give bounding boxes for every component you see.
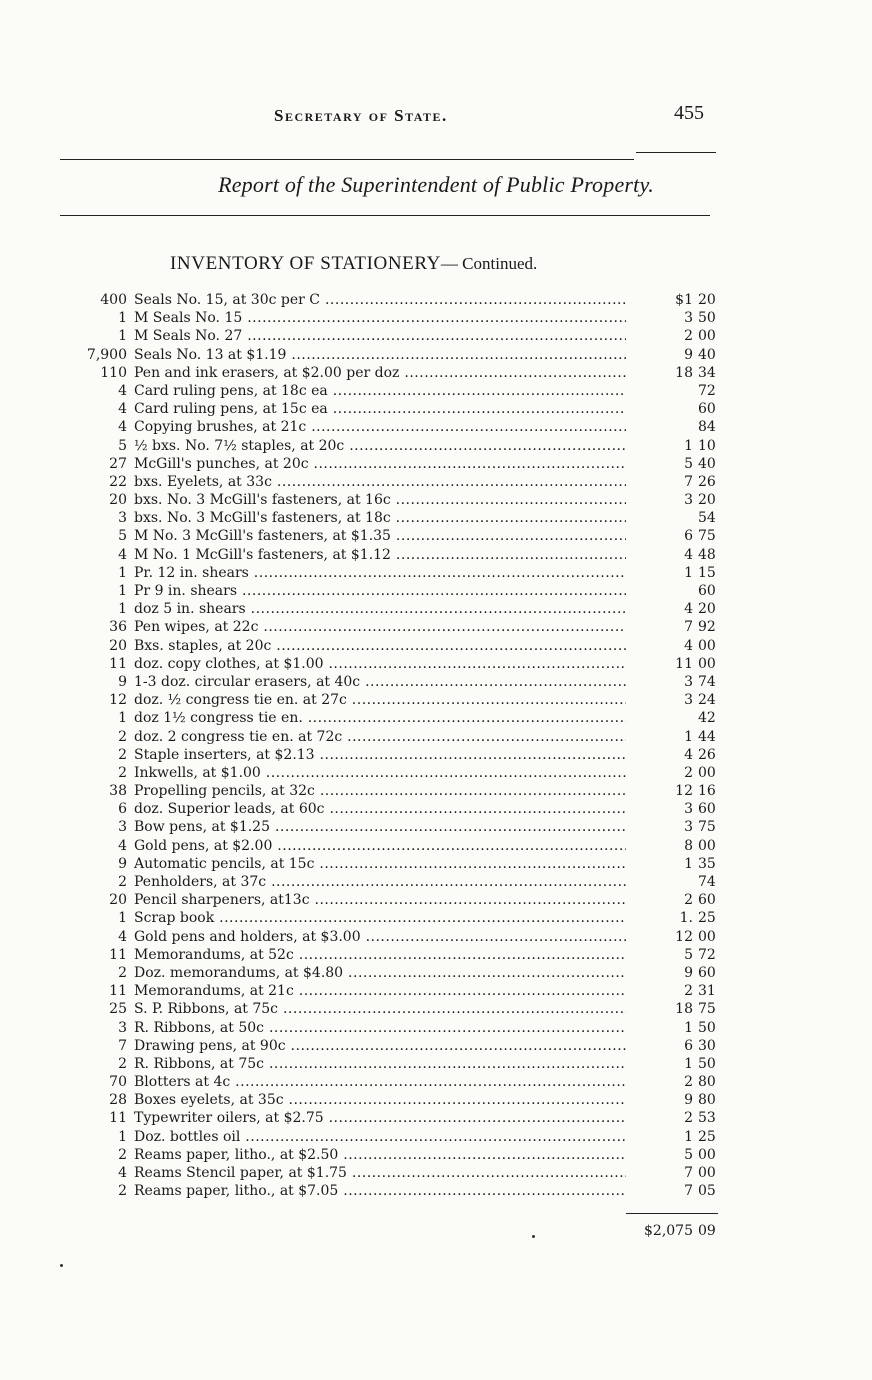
item-description: Blotters at 4c ..... [134, 1073, 626, 1091]
item-quantity: 110 [100, 364, 127, 381]
item-cents: 53 [698, 1110, 716, 1127]
item-quantity: 1 [118, 310, 127, 327]
item-quantity: 7,900 [86, 346, 127, 363]
item-cents: 60 [698, 401, 716, 418]
item-description: doz 1½ congress tie en. ..... [134, 709, 626, 727]
list-item [0, 946, 872, 964]
list-item [0, 1000, 872, 1018]
running-title: Secretary of State. [274, 106, 448, 125]
list-item [0, 1037, 872, 1055]
item-quantity: 4 [118, 928, 127, 945]
item-description: Pencil sharpeners, at13c ..... [134, 891, 626, 909]
list-item [0, 382, 872, 400]
item-dollars: 9 [684, 346, 693, 363]
item-dollars: 7 [684, 1183, 693, 1200]
item-cents: 26 [698, 473, 716, 490]
item-quantity: 5 [118, 528, 127, 545]
item-quantity: 1 [118, 1128, 127, 1145]
item-cents: 44 [698, 728, 716, 745]
list-item [0, 673, 872, 691]
list-item [0, 1128, 872, 1146]
item-cents: 40 [698, 346, 716, 363]
item-cents: 84 [698, 419, 716, 436]
item-cents: 10 [698, 437, 716, 454]
print-speck [532, 1235, 535, 1238]
list-item [0, 909, 872, 927]
item-dollars: 1. [679, 910, 693, 927]
item-dollars: 5 [684, 946, 693, 963]
item-dollars: 3 [684, 692, 693, 709]
item-dollars: 1 [684, 728, 693, 745]
item-quantity: 36 [109, 619, 127, 636]
list-item [0, 546, 872, 564]
item-description: Bow pens, at $1.25 ..... [134, 818, 626, 836]
item-cents: 00 [698, 837, 716, 854]
list-item [0, 455, 872, 473]
item-description: ½ bxs. No. 7½ staples, at 20c ..... [134, 437, 626, 455]
item-cents: 20 [698, 601, 716, 618]
list-item [0, 691, 872, 709]
item-quantity: 2 [118, 874, 127, 890]
list-item [0, 1019, 872, 1037]
total-row [0, 1221, 872, 1241]
total-cents: 09 [698, 1223, 716, 1239]
report-title: Report of the Superintendent of Public Property. [218, 172, 654, 197]
item-description: doz. ½ congress tie en. at 27c ..... [134, 691, 626, 709]
item-cents: 75 [698, 1001, 716, 1018]
item-cents: 00 [698, 328, 716, 345]
list-item [0, 327, 872, 345]
item-quantity: 3 [118, 819, 127, 836]
item-quantity: 2 [118, 728, 127, 745]
section-title [170, 253, 537, 275]
item-cents: 25 [698, 910, 716, 927]
item-quantity: 2 [118, 1055, 127, 1072]
item-quantity: 27 [109, 455, 127, 472]
item-description: bxs. Eyelets, at 33c ..... [134, 473, 626, 491]
item-description: Card ruling pens, at 18c ea ..... [134, 382, 626, 400]
list-item [0, 473, 872, 491]
item-dollars: 8 [684, 837, 693, 854]
list-item [0, 837, 872, 855]
total-rule [626, 1213, 718, 1214]
item-quantity: 1 [118, 564, 127, 581]
item-dollars: 6 [684, 1037, 693, 1054]
item-quantity: 5 [118, 437, 127, 454]
section-continued: — Continued. [440, 254, 538, 273]
bottom-rule [60, 215, 710, 216]
list-item [0, 1091, 872, 1109]
item-quantity: 3 [118, 1019, 127, 1036]
item-dollars: 7 [684, 619, 693, 636]
list-item [0, 309, 872, 327]
list-item [0, 1073, 872, 1091]
item-cents: 74 [698, 874, 716, 890]
item-dollars: 4 [684, 546, 693, 563]
item-quantity: 1 [118, 328, 127, 345]
list-item [0, 527, 872, 545]
item-description: Card ruling pens, at 15c ea ..... [134, 400, 626, 418]
item-quantity: 2 [118, 1183, 127, 1200]
item-dollars: 2 [684, 328, 693, 345]
item-dollars: 1 [684, 1055, 693, 1072]
item-quantity: 9 [118, 855, 127, 872]
item-dollars: 2 [684, 1074, 693, 1091]
item-dollars: 1 [684, 855, 693, 872]
section-title-text: INVENTORY OF STATIONERY [170, 253, 441, 274]
item-description: bxs. No. 3 McGill's fasteners, at 18c ..... [134, 509, 626, 527]
item-description: doz. 2 congress tie en. at 72c ..... [134, 728, 626, 746]
item-cents: 72 [698, 382, 716, 399]
page-number: 455 [674, 102, 704, 124]
item-cents: 30 [698, 1037, 716, 1054]
item-description: M Seals No. 15 ..... [134, 309, 626, 327]
item-cents: 05 [698, 1183, 716, 1200]
item-description: Penholders, at 37c ..... [134, 873, 626, 891]
item-cents: 16 [698, 783, 716, 800]
list-item [0, 582, 872, 600]
item-cents: 25 [698, 1128, 716, 1145]
item-description: doz 5 in. shears ..... [134, 600, 626, 618]
item-dollars: 6 [684, 528, 693, 545]
item-cents: 50 [698, 310, 716, 327]
item-description: doz. Superior leads, at 60c ..... [134, 800, 626, 818]
inventory-list [0, 291, 872, 1200]
item-dollars: 3 [684, 310, 693, 327]
item-cents: 00 [698, 637, 716, 654]
item-cents: 00 [698, 655, 716, 672]
item-description: Seals No. 15, at 30c per C ..... [134, 291, 626, 309]
list-item [0, 418, 872, 436]
list-item [0, 964, 872, 982]
item-description: Gold pens, at $2.00 ..... [134, 837, 626, 855]
item-description: M Seals No. 27 ..... [134, 327, 626, 345]
item-description: Reams paper, litho., at $7.05 ..... [134, 1182, 626, 1200]
item-description: S. P. Ribbons, at 75c ..... [134, 1000, 626, 1018]
item-description: Pr. 12 in. shears ..... [134, 564, 626, 582]
item-cents: 80 [698, 1092, 716, 1109]
item-quantity: 2 [118, 746, 127, 763]
item-dollars: 9 [684, 964, 693, 981]
item-description: Drawing pens, at 90c ..... [134, 1037, 626, 1055]
item-quantity: 1 [118, 601, 127, 618]
list-item [0, 891, 872, 909]
item-description: 1-3 doz. circular erasers, at 40c ..... [134, 673, 626, 691]
list-item [0, 728, 872, 746]
item-description: Inkwells, at $1.00 ..... [134, 764, 626, 782]
list-item [0, 1182, 872, 1200]
list-item [0, 782, 872, 800]
item-cents: 42 [698, 710, 716, 727]
item-dollars: 2 [684, 1110, 693, 1127]
print-speck [60, 1264, 63, 1267]
item-cents: 20 [698, 292, 716, 308]
list-item [0, 400, 872, 418]
top-rule [60, 159, 634, 160]
item-description: Propelling pencils, at 32c ..... [134, 782, 626, 800]
list-item [0, 800, 872, 818]
item-quantity: 11 [109, 1110, 127, 1127]
list-item [0, 855, 872, 873]
item-cents: 00 [698, 928, 716, 945]
item-description: M No. 1 McGill's fasteners, at $1.12 ..... [134, 546, 626, 564]
item-cents: 60 [698, 892, 716, 909]
item-description: Typewriter oilers, at $2.75 ..... [134, 1109, 626, 1127]
item-quantity: 20 [109, 892, 127, 909]
list-item [0, 1109, 872, 1127]
item-quantity: 2 [118, 764, 127, 781]
item-quantity: 11 [109, 655, 127, 672]
item-dollars: 5 [684, 455, 693, 472]
item-description: Memorandums, at 52c ..... [134, 946, 626, 964]
list-item [0, 600, 872, 618]
item-cents: 40 [698, 455, 716, 472]
list-item [0, 982, 872, 1000]
item-description: Pr 9 in. shears ..... [134, 582, 626, 600]
item-quantity: 1 [118, 910, 127, 927]
item-dollars: 4 [684, 601, 693, 618]
item-description: Doz. memorandums, at $4.80 ..... [134, 964, 626, 982]
item-dollars: 9 [684, 1092, 693, 1109]
item-description: R. Ribbons, at 50c ..... [134, 1019, 626, 1037]
list-item [0, 709, 872, 727]
item-cents: 31 [698, 983, 716, 1000]
item-cents: 50 [698, 1019, 716, 1036]
item-cents: 72 [698, 946, 716, 963]
item-cents: 26 [698, 746, 716, 763]
list-item [0, 291, 872, 309]
item-cents: 48 [698, 546, 716, 563]
item-dollars: 4 [684, 637, 693, 654]
item-dollars: 1 [684, 564, 693, 581]
list-item [0, 564, 872, 582]
item-dollars: 5 [684, 1146, 693, 1163]
list-item [0, 637, 872, 655]
item-cents: 20 [698, 492, 716, 509]
item-quantity: 38 [109, 783, 127, 800]
item-quantity: 4 [118, 546, 127, 563]
list-item [0, 873, 872, 891]
item-quantity: 3 [118, 510, 127, 527]
item-description: Staple inserters, at $2.13 ..... [134, 746, 626, 764]
item-cents: 54 [698, 510, 716, 527]
item-quantity: 70 [109, 1074, 127, 1091]
list-item [0, 1055, 872, 1073]
item-description: Doz. bottles oil ..... [134, 1128, 626, 1146]
item-description: Bxs. staples, at 20c ..... [134, 637, 626, 655]
item-cents: 50 [698, 1055, 716, 1072]
list-item [0, 764, 872, 782]
item-quantity: 1 [118, 710, 127, 727]
list-item [0, 746, 872, 764]
item-quantity: 6 [118, 801, 127, 818]
item-dollars: 3 [684, 801, 693, 818]
item-description: Seals No. 13 at $1.19 ..... [134, 346, 626, 364]
item-cents: 60 [698, 801, 716, 818]
item-quantity: 7 [118, 1037, 127, 1054]
item-dollars: 2 [684, 983, 693, 1000]
list-item [0, 437, 872, 455]
item-quantity: 400 [100, 292, 127, 308]
item-dollars: 4 [684, 746, 693, 763]
item-quantity: 4 [118, 1165, 127, 1181]
item-quantity: 22 [109, 473, 127, 490]
item-description: Pen and ink erasers, at $2.00 per doz ..... [134, 364, 626, 382]
item-cents: 75 [698, 819, 716, 836]
top-rule-right [636, 152, 716, 153]
item-dollars: 18 [675, 364, 693, 381]
item-dollars: 2 [684, 764, 693, 781]
item-dollars: 11 [675, 655, 693, 672]
item-quantity: 20 [109, 637, 127, 654]
item-description: Copying brushes, at 21c ..... [134, 418, 626, 436]
list-item [0, 364, 872, 382]
item-quantity: 25 [109, 1001, 127, 1018]
list-item [0, 618, 872, 636]
item-cents: 74 [698, 673, 716, 690]
item-dollars: 12 [675, 783, 693, 800]
item-cents: 60 [698, 583, 716, 599]
list-item [0, 818, 872, 836]
item-quantity: 12 [109, 692, 127, 709]
item-cents: 24 [698, 692, 716, 709]
item-description: Automatic pencils, at 15c ..... [134, 855, 626, 873]
item-dollars: 3 [684, 819, 693, 836]
item-description: McGill's punches, at 20c ..... [134, 455, 626, 473]
item-dollars: 7 [684, 1165, 693, 1181]
item-quantity: 4 [118, 401, 127, 418]
item-quantity: 2 [118, 1146, 127, 1163]
item-quantity: 4 [118, 382, 127, 399]
item-dollars: 18 [675, 1001, 693, 1018]
item-dollars: 2 [684, 892, 693, 909]
item-quantity: 20 [109, 492, 127, 509]
item-description: doz. copy clothes, at $1.00 ..... [134, 655, 626, 673]
total-dollars: $2,075 [644, 1223, 693, 1239]
item-cents: 80 [698, 1074, 716, 1091]
list-item [0, 655, 872, 673]
item-dollars: 3 [684, 673, 693, 690]
item-dollars: 3 [684, 492, 693, 509]
item-cents: 34 [698, 364, 716, 381]
item-dollars: 1 [684, 1019, 693, 1036]
item-dollars: 12 [675, 928, 693, 945]
item-description: M No. 3 McGill's fasteners, at $1.35 ..... [134, 527, 626, 545]
item-quantity: 4 [118, 419, 127, 436]
item-description: Pen wipes, at 22c ..... [134, 618, 626, 636]
page-header [0, 100, 872, 130]
item-cents: 00 [698, 764, 716, 781]
item-quantity: 2 [118, 964, 127, 981]
list-item [0, 509, 872, 527]
item-description: Scrap book ..... [134, 909, 626, 927]
item-quantity: 28 [109, 1092, 127, 1109]
item-description: bxs. No. 3 McGill's fasteners, at 16c ..... [134, 491, 626, 509]
item-dollars: $1 [675, 292, 693, 308]
item-dollars: 7 [684, 473, 693, 490]
item-quantity: 11 [109, 946, 127, 963]
item-cents: 92 [698, 619, 716, 636]
item-cents: 00 [698, 1165, 716, 1181]
item-description: Reams paper, litho., at $2.50 ..... [134, 1146, 626, 1164]
list-item [0, 1146, 872, 1164]
item-quantity: 1 [118, 583, 127, 599]
list-item [0, 491, 872, 509]
item-cents: 60 [698, 964, 716, 981]
item-cents: 15 [698, 564, 716, 581]
item-quantity: 4 [118, 837, 127, 854]
list-item [0, 1164, 872, 1182]
item-quantity: 11 [109, 983, 127, 1000]
item-description: Reams Stencil paper, at $1.75 ..... [134, 1164, 626, 1182]
item-dollars: 1 [684, 1128, 693, 1145]
item-cents: 00 [698, 1146, 716, 1163]
item-cents: 75 [698, 528, 716, 545]
item-description: Gold pens and holders, at $3.00 ..... [134, 928, 626, 946]
list-item [0, 346, 872, 364]
item-cents: 35 [698, 855, 716, 872]
item-description: Memorandums, at 21c ..... [134, 982, 626, 1000]
item-description: Boxes eyelets, at 35c ..... [134, 1091, 626, 1109]
item-description: R. Ribbons, at 75c ..... [134, 1055, 626, 1073]
item-quantity: 9 [118, 673, 127, 690]
item-dollars: 1 [684, 437, 693, 454]
list-item [0, 928, 872, 946]
